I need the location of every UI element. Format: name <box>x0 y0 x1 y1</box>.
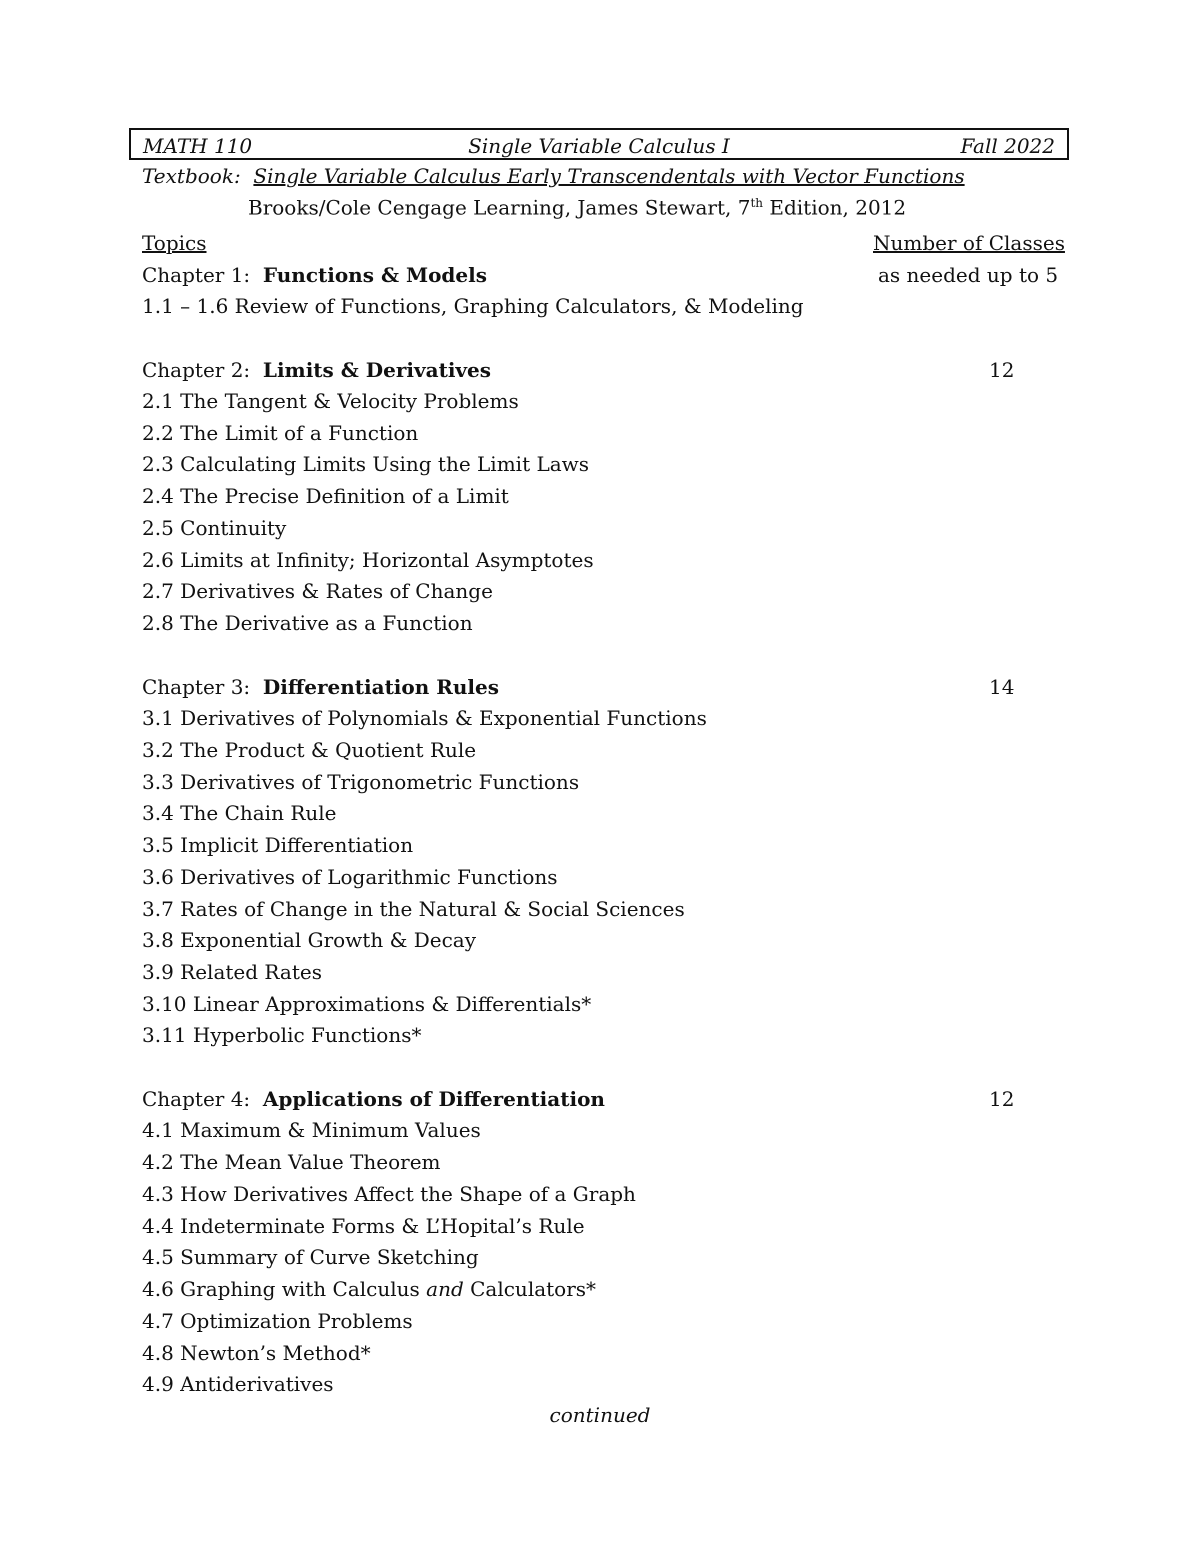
publisher-text: Brooks/Cole Cengage Learning, James Stewart, 7 <box>248 195 751 220</box>
section-item: 3.7 Rates of Change in the Natural & Social Sciences <box>142 897 685 921</box>
section-item: 3.11 Hyperbolic Functions* <box>142 1023 422 1047</box>
section-item: 3.9 Related Rates <box>142 960 322 984</box>
chapter-4-heading <box>142 1086 605 1112</box>
chapter-3-classes: 14 <box>989 675 1015 699</box>
section-item: 1.1 – 1.6 Review of Functions, Graphing Calculators, & Modeling <box>142 294 804 318</box>
section-item: 3.4 The Chain Rule <box>142 801 337 825</box>
textbook-label: Textbook: <box>142 164 241 188</box>
chapter-4-classes: 12 <box>989 1087 1015 1111</box>
section-item: 4.3 How Derivatives Affect the Shape of a Graph <box>142 1182 636 1206</box>
section-item: 2.7 Derivatives & Rates of Change <box>142 579 493 603</box>
chapter-2-classes: 12 <box>989 358 1015 382</box>
publisher-text-end: Edition, 2012 <box>763 195 907 220</box>
section-text-end: Calculators* <box>463 1277 597 1301</box>
section-item: 3.3 Derivatives of Trigonometric Functions <box>142 770 580 794</box>
section-item: 4.7 Optimization Problems <box>142 1309 413 1333</box>
section-text: 4.6 Graphing with Calculus <box>142 1277 427 1301</box>
chapter-prefix: Chapter 2: <box>142 358 251 382</box>
section-item: 3.1 Derivatives of Polynomials & Exponential Functions <box>142 706 707 730</box>
course-header <box>129 128 1069 160</box>
chapter-name: Limits & Derivatives <box>262 358 492 382</box>
chapter-name: Differentiation Rules <box>262 675 499 699</box>
chapter-2-heading <box>142 357 491 383</box>
chapter-name: Applications of Differentiation <box>262 1087 605 1111</box>
section-item: 4.4 Indeterminate Forms & L’Hopital’s Rule <box>142 1214 585 1238</box>
edition-superscript: th <box>750 196 763 210</box>
chapter-3-heading <box>142 674 499 700</box>
section-item: 3.8 Exponential Growth & Decay <box>142 928 477 952</box>
section-item: 4.1 Maximum & Minimum Values <box>142 1118 481 1142</box>
course-code: MATH 110 <box>143 134 253 158</box>
section-item: 2.4 The Precise Definition of a Limit <box>142 484 509 508</box>
section-item: 4.8 Newton’s Method* <box>142 1341 371 1365</box>
chapter-prefix: Chapter 4: <box>142 1087 251 1111</box>
section-item: 2.6 Limits at Infinity; Horizontal Asymptotes <box>142 548 594 572</box>
chapter-prefix: Chapter 1: <box>142 263 251 287</box>
section-item: 2.5 Continuity <box>142 516 287 540</box>
chapter-1-classes: as needed up to 5 <box>878 263 1059 287</box>
section-item: 4.5 Summary of Curve Sketching <box>142 1245 479 1269</box>
course-term: Fall 2022 <box>960 134 1055 158</box>
section-item: 2.3 Calculating Limits Using the Limit Laws <box>142 452 590 476</box>
section-item: 2.8 The Derivative as a Function <box>142 611 473 635</box>
section-item: 4.2 The Mean Value Theorem <box>142 1150 441 1174</box>
section-item: 3.10 Linear Approximations & Differentials* <box>142 992 592 1016</box>
course-title: Single Variable Calculus I <box>468 134 730 158</box>
section-item: 4.9 Antiderivatives <box>142 1372 334 1396</box>
section-item-4-6 <box>142 1276 596 1302</box>
textbook-line <box>142 163 965 189</box>
chapter-1-heading <box>142 262 487 288</box>
section-item: 2.1 The Tangent & Velocity Problems <box>142 389 519 413</box>
chapter-name: Functions & Models <box>262 263 488 287</box>
section-emphasis: and <box>426 1277 464 1301</box>
continued-note: continued <box>549 1403 651 1427</box>
section-item: 3.5 Implicit Differentiation <box>142 833 414 857</box>
classes-heading: Number of Classes <box>873 231 1065 255</box>
topics-heading: Topics <box>142 231 207 255</box>
chapter-prefix: Chapter 3: <box>142 675 251 699</box>
section-item: 3.2 The Product & Quotient Rule <box>142 738 477 762</box>
section-item: 3.6 Derivatives of Logarithmic Functions <box>142 865 558 889</box>
section-item: 2.2 The Limit of a Function <box>142 421 419 445</box>
textbook-publisher <box>248 190 906 221</box>
textbook-title: Single Variable Calculus Early Transcendentals with Vector Functions <box>253 164 965 188</box>
